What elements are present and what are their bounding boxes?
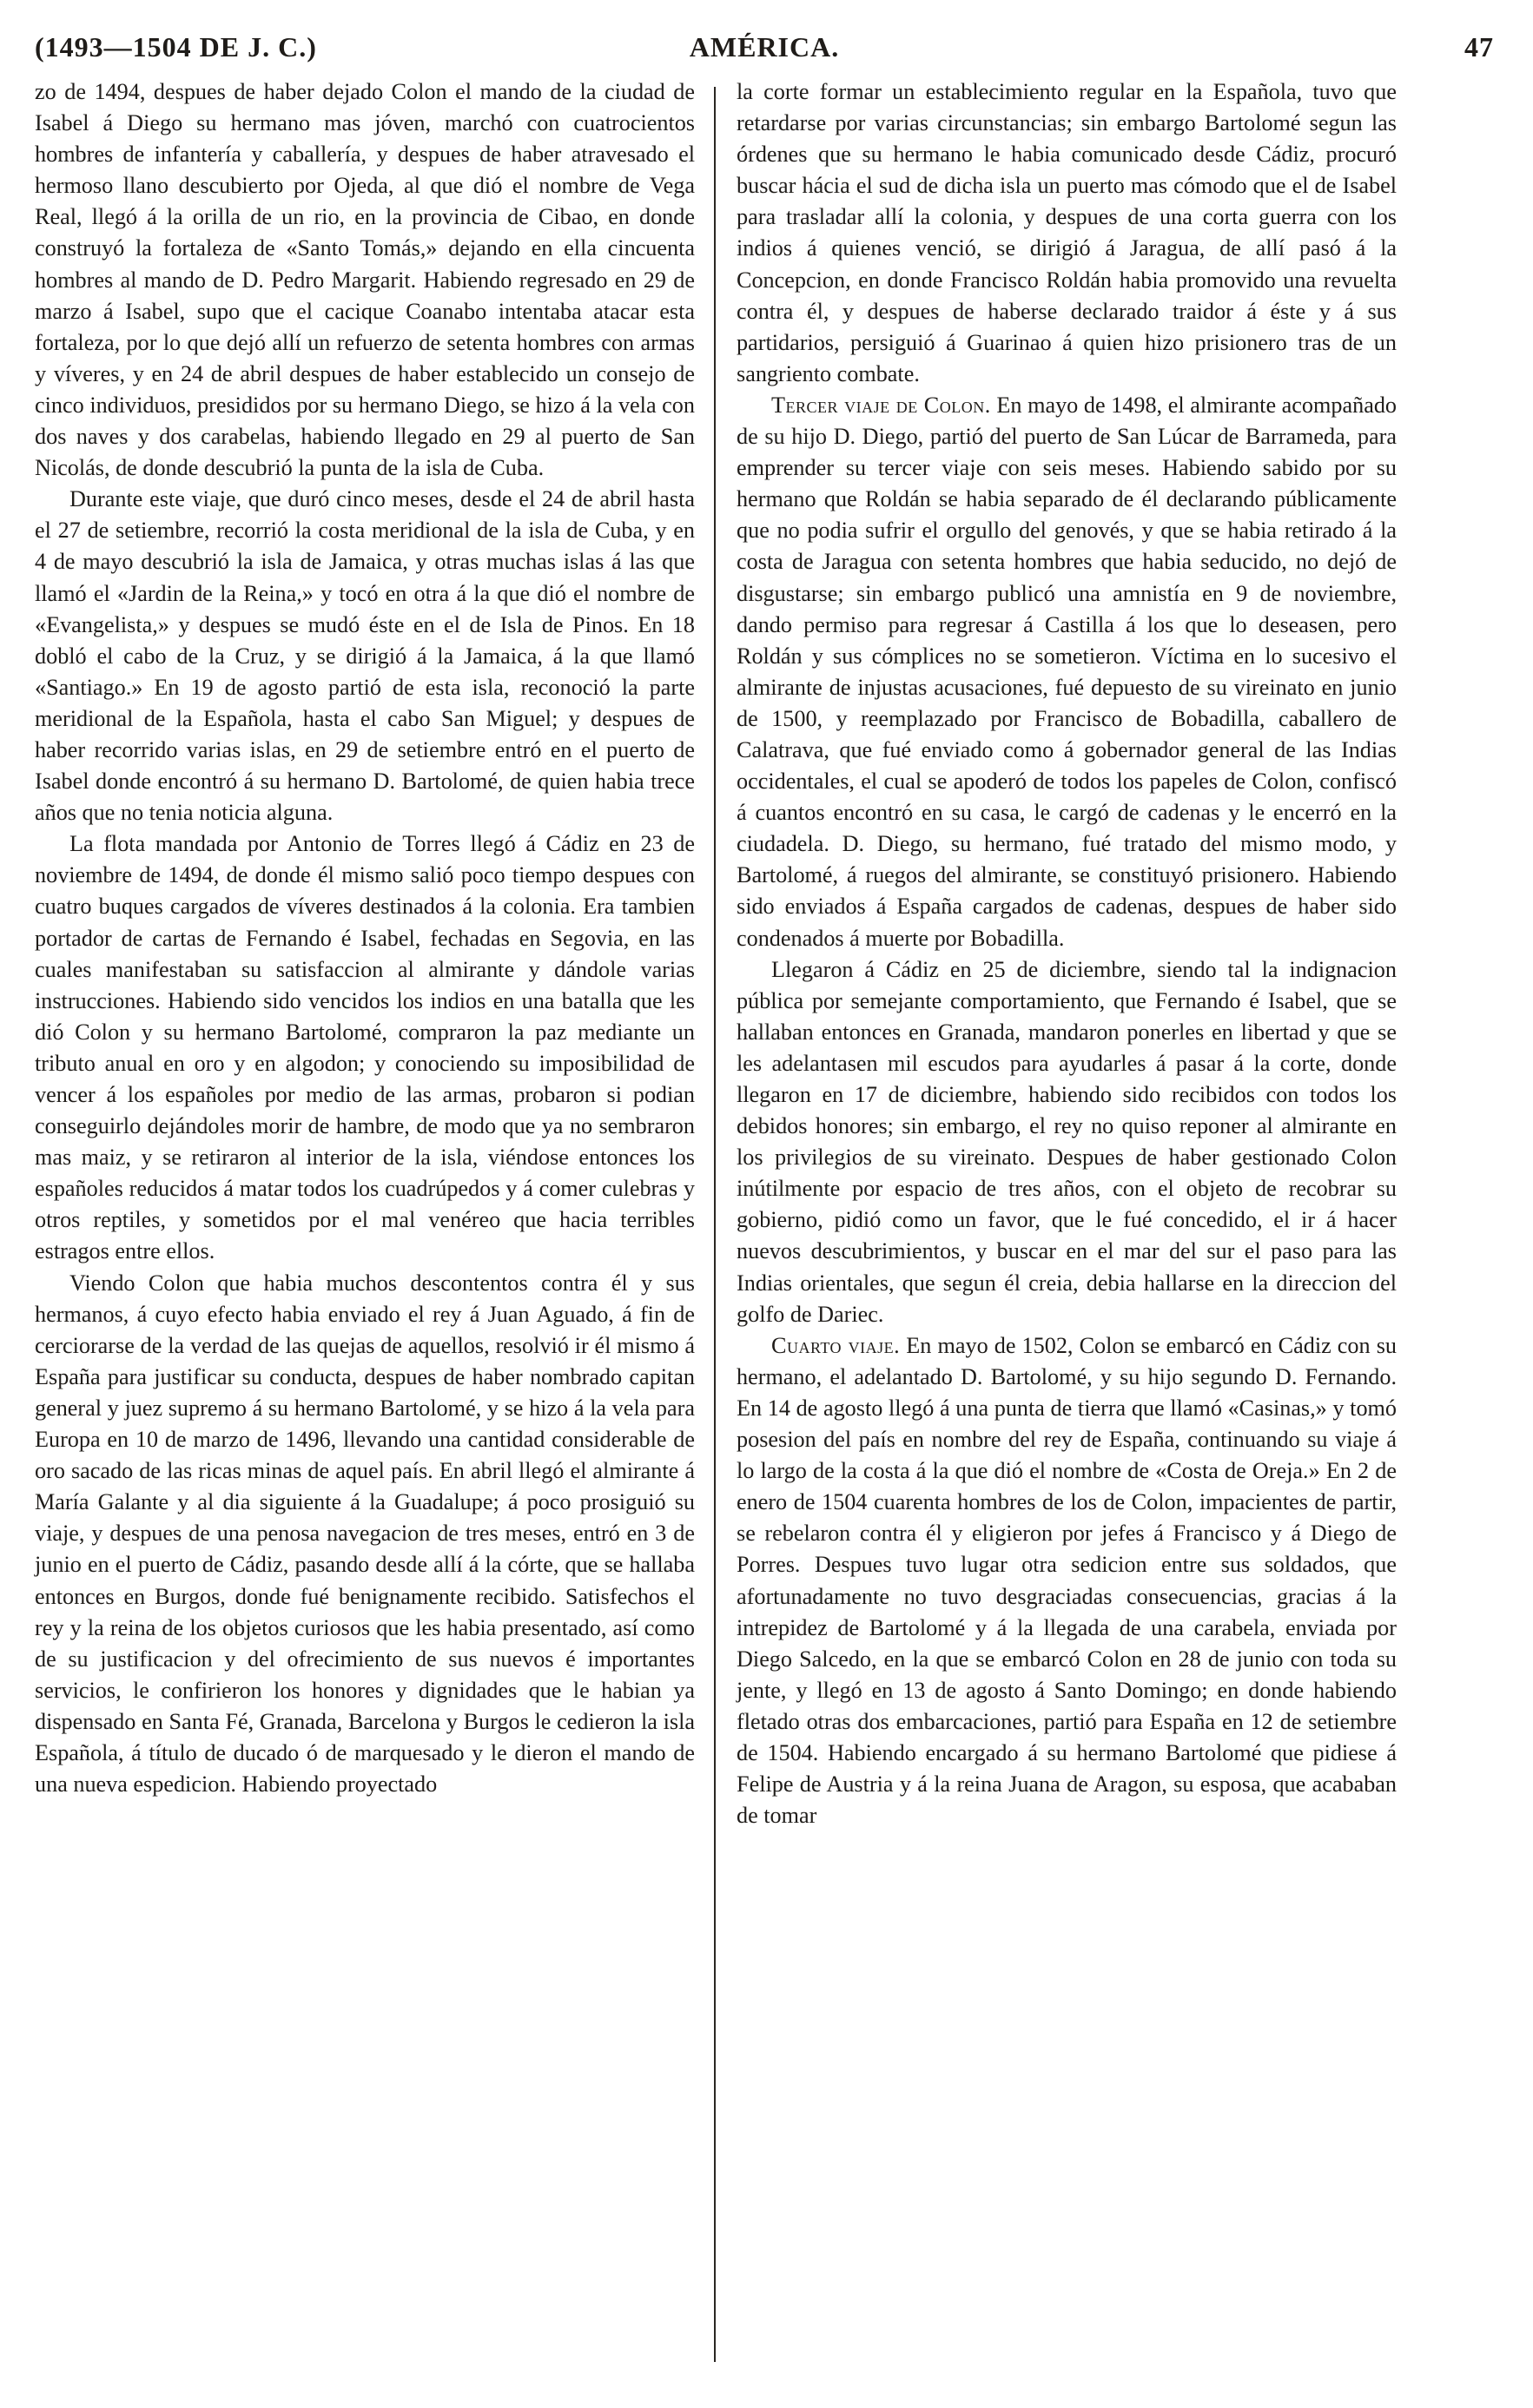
column-divider	[714, 87, 716, 2362]
paragraph-left-1: zo de 1494, despues de haber dejado Colon el mando de la ciudad de Isabel á Diego su hermano mas jóven, marchó con cuatrocientos hombres de infantería y caballería, y despues de haber atravesado el hermoso llano descubierto por Ojeda, al que dió el nombre de Vega Real, llegó á la orilla de un rio, en la provincia de Cibao, en donde construyó la fortaleza de «Santo Tomás,» dejando en ella cincuenta hombres al mando de D. Pedro Margarit. Habiendo regresado en 29 de marzo á Isabel, supo que el cacique Coanabo intentaba atacar esta fortaleza, por lo que dejó allí un refuerzo de setenta hombres con armas y víveres, y en 24 de abril despues de haber establecido un consejo de cinco individuos, presididos por su hermano Diego, se hizo á la vela con dos naves y dos carabelas, habiendo llegado en 29 al puerto de San Nicolás, de donde descubrió la punta de la isla de Cuba.	[35, 79, 695, 481]
section-heading-fourth-voyage: Cuarto viaje.	[771, 1332, 901, 1358]
header-title: AMÉRICA.	[689, 31, 840, 63]
paragraph-right-1: la corte formar un establecimiento regular en la Española, tuvo que retardarse por varias circunstancias; sin embargo Bartolomé segun las órdenes que su hermano le habia comunicado desde Cádiz, procuró buscar hácia el sud de dicha isla un puerto mas cómodo que el de Isabel para trasladar allí la colonia, y despues de una corta guerra con los indios á quienes venció, se dirigió á Jaragua, de allí pasó á la Concepcion, en donde Francisco Roldán habia promovido una revuelta contra él, y despues de haberse declarado traidor á éste y á sus partidarios, persiguió á Guarinao á quien hizo prisionero tras de un sangriento combate.	[737, 79, 1397, 386]
paragraph-left-3: La flota mandada por Antonio de Torres llegó á Cádiz en 23 de noviembre de 1494, de donde él mismo salió poco tiempo despues con cuatro buques cargados de víveres destinados á la colonia. Era tambien portador de cartas de Fernando é Isabel, fechadas en Segovia, en las cuales manifestaban su satisfaccion al almirante y dándole varias instrucciones. Habiendo sido vencidos los indios en una batalla que les dió Colon y su hermano Bartolomé, compraron la paz mediante un tributo anual en oro y en algodon; y conociendo su imposibilidad de vencer á los españoles por medio de las armas, probaron si podian conseguirlo dejándoles morir de hambre, de modo que ya no sembraron mas maiz, y se retiraron al interior de la isla, viéndose entonces los españoles reducidos á matar todos los cuadrúpedos y á comer culebras y otros reptiles, y sometidos por el mal venéreo que hacia terribles estragos entre ellos.	[35, 831, 695, 1264]
left-column	[35, 76, 695, 1800]
section-heading-third-voyage: Tercer viaje de Colon.	[771, 392, 991, 418]
right-column	[737, 76, 1397, 1831]
paragraph-right-4-text: En mayo de 1502, Colon se embarcó en Cádiz con su hermano, el adelantado D. Bartolomé, y su hijo segundo D. Fernando. En 14 de agosto llegó á una punta de tierra que llamó «Casinas,» y tomó posesion del país en nombre del rey de España, continuando su viaje á lo largo de la costa á la que dió el nombre de «Costa de Oreja.» En 2 de enero de 1504 cuarenta hombres de los de Colon, impacientes de partir, se rebelaron contra él y eligieron por jefes á Francisco y á Diego de Porres. Despues tuvo lugar otra sedicion entre sus soldados, que afortunadamente no tuvo desgraciadas consecuencias, gracias á la intrepidez de Bartolomé y á la llegada de una carabela, enviada por Diego Salcedo, en la que se embarcó Colon en 28 de junio con toda su jente, y llegó en 13 de agosto á Santo Domingo; en donde habiendo fletado otras dos embarcaciones, partió para España en 12 de setiembre de 1504. Habiendo encargado á su hermano Bartolomé que pidiese á Felipe de Austria y á la reina Juana de Aragon, su esposa, que acababan de tomar	[737, 1332, 1397, 1829]
running-head	[35, 23, 1494, 66]
paragraph-right-2-text: En mayo de 1498, el almirante acompañado de su hijo D. Diego, partió del puerto de San Lúcar de Barrameda, para emprender su tercer viaje con seis meses. Habiendo sabido por su hermano que Roldán se habia separado de él declarando públicamente que no podia sufrir el orgullo del genovés, y que se habia retirado á la costa de Jaragua con setenta hombres que habia seducido, no dejó de disgustarse; sin embargo publicó una amnistía en 9 de noviembre, dando permiso para regresar á Castilla á los que lo deseasen, pero Roldán y sus cómplices no se sometieron. Víctima en lo sucesivo el almirante de injustas acusaciones, fué depuesto de su vireinato en junio de 1500, y reemplazado por Francisco de Bobadilla, caballero de Calatrava, que fué enviado como á gobernador general de las Indias occidentales, el cual se apoderó de todos los papeles de Colon, confiscó á cuantos encontró en su casa, le cargó de cadenas y le encerró en la ciudadela. D. Diego, su hermano, fué tratado del mismo modo, y Bartolomé, á ruegos del almirante, se constituyó prisionero. Habiendo sido enviados á España cargados de cadenas, despues de haber sido condenados á muerte por Bobadilla.	[737, 392, 1398, 951]
paragraph-left-4: Viendo Colon que habia muchos descontentos contra él y sus hermanos, á cuyo efecto habia enviado el rey á Juan Aguado, á fin de cerciorarse de la verdad de las quejas de aquellos, resolvió ir él mismo á España para justificar su conducta, despues de haber nombrado capitan general y juez supremo á su hermano Bartolomé, y se hizo á la vela para Europa en 10 de marzo de 1496, llevando una cantidad considerable de oro sacado de las ricas minas de aquel país. En abril llegó el almirante á María Galante y al dia siguiente á la Guadalupe; á poco prosiguió su viaje, y despues de una penosa navegacion de tres meses, entró en 3 de junio en el puerto de Cádiz, pasando desde allí á la córte, que se hallaba entonces en Burgos, donde fué benignamente recibido. Satisfechos el rey y la reina de los objetos curiosos que les habia presentado, así como de su justificacion y del ofrecimiento de sus nuevos é importantes servicios, le confirieron los honores y dignidades que le habian ya dispensado en Santa Fé, Granada, Barcelona y Burgos le cedieron la isla Española, á título de ducado ó de marquesado y le dieron el mando de una nueva espedicion. Habiendo proyectado	[35, 1270, 695, 1798]
paragraph-right-3: Llegaron á Cádiz en 25 de diciembre, siendo tal la indignacion pública por semejante comportamiento, que Fernando é Isabel, que se hallaban entonces en Granada, mandaron ponerles en libertad y que se les adelantasen mil escudos para ayudarles á pasar á la corte, donde llegaron en 17 de diciembre, habiendo sido recibidos con todos los debidos honores; sin embargo, el rey no quiso reponer al almirante en los privilegios de su vireinato. Despues de haber gestionado Colon inútilmente por espacio de tres años, con el objeto de recobrar su gobierno, pidió como un favor, que le fué concedido, el ir á hacer nuevos descubrimientos, y buscar en el mar del sur el paso para las Indias orientales, que segun él creia, debia hallarse en la direccion del golfo de Dariec.	[737, 956, 1397, 1327]
header-date-range: (1493—1504 DE J. C.)	[35, 31, 317, 63]
page-number: 47	[1464, 31, 1494, 63]
paragraph-right-4	[737, 1330, 1397, 1832]
paragraph-left-2: Durante este viaje, que duró cinco meses, desde el 24 de abril hasta el 27 de setiembre, recorrió la costa meridional de la isla de Cuba, y en 4 de mayo descubrió la isla de Jamaica, y otras muchas islas á las que llamó el «Jardin de la Reina,» y tocó en otra á la que dió el nombre de «Evangelista,» y despues se mudó éste en el de Isla de Pinos. En 18 dobló el cabo de la Cruz, y se dirigió á la Jamaica, á la que llamó «Santiago.» En 19 de agosto partió de esta isla, reconoció la parte meridional de la Española, hasta el cabo San Miguel; y despues de haber recorrido varias islas, en 29 de setiembre entró en el puerto de Isabel donde encontró á su hermano D. Bartolomé, de quien habia trece años que no tenia noticia alguna.	[35, 486, 695, 826]
paragraph-right-2	[737, 390, 1397, 954]
